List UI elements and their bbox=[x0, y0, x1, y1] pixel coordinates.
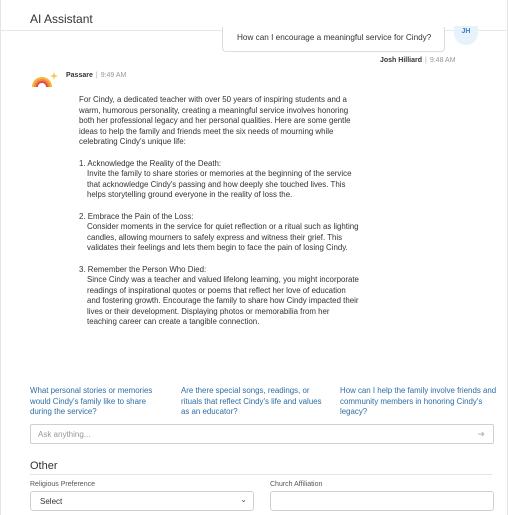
assistant-intro-paragraph: For Cindy, a dedicated teacher with over 50 years of inspiring students and a warm, humorous personality, creating a meaningful service involves honoring both her professional legacy and her personal qualities. Here are some gentle ideas to help the family and friends meet the six needs of mourning while celebrating Cindy's unique life: bbox=[79, 95, 351, 147]
user-message-bubble bbox=[222, 27, 445, 52]
assistant-message-time: 9:49 AM bbox=[100, 72, 127, 79]
passare-logo-icon bbox=[30, 70, 60, 88]
ask-input-placeholder: Ask anything... bbox=[38, 430, 91, 439]
mourning-need-heading: 3. Remember the Person Who Died: bbox=[79, 264, 207, 274]
mourning-need-body: Invite the family to share stories or memories at the beginning of the service that acknowledge Cindy's passing and how deeply she touched lives. This helps storytelling ground everyone in the reality of loss the. bbox=[87, 169, 352, 200]
religious-preference-value: Select bbox=[40, 497, 63, 506]
meta-separator: | bbox=[95, 72, 98, 79]
arrow-right-icon[interactable]: ➜ bbox=[477, 429, 485, 439]
assistant-name: Passare bbox=[66, 72, 93, 79]
mourning-need-heading: 2. Embrace the Pain of the Loss: bbox=[79, 211, 194, 221]
section-divider bbox=[30, 474, 492, 475]
avatar: JH bbox=[454, 26, 478, 45]
user-message-text: How can I encourage a meaningful service for Cindy? bbox=[237, 33, 432, 42]
mourning-need-body: Since Cindy was a teacher and valued lifelong learning, you might incorporate readings of inspirational quotes or poems that reflect her love of education and fostering growth. Encourage the family to share how Cindy impacted their lives or their development. Displaying photos or memorabilia from her teaching career can create a tangible connection. bbox=[87, 275, 359, 327]
religious-preference-select[interactable] bbox=[30, 491, 254, 511]
mourning-need-item bbox=[79, 212, 359, 254]
assistant-message-body bbox=[79, 95, 359, 328]
user-message-time: 9:48 AM bbox=[429, 57, 456, 64]
section-title-other: Other bbox=[30, 460, 58, 472]
assistant-message-meta bbox=[66, 72, 126, 79]
mourning-need-item bbox=[79, 265, 359, 329]
church-affiliation-label: Church Affiliation bbox=[270, 481, 323, 488]
panel-left-border bbox=[0, 0, 1, 515]
mourning-need-item bbox=[79, 159, 359, 201]
religious-preference-label: Religious Preference bbox=[30, 481, 95, 488]
chevron-down-icon: ⌄ bbox=[240, 495, 247, 504]
mourning-need-heading: 1. Acknowledge the Reality of the Death: bbox=[79, 158, 222, 168]
assistant-title: AI Assistant bbox=[30, 12, 93, 26]
church-affiliation-input[interactable] bbox=[270, 491, 494, 511]
suggested-prompt-link[interactable]: Are there special songs, readings, or rituals that reflect Cindy's life and values as an educator? bbox=[181, 386, 322, 417]
ask-input[interactable] bbox=[30, 424, 494, 444]
suggested-prompt-link[interactable]: What personal stories or memories would Cindy's family like to share during the service? bbox=[30, 386, 153, 417]
meta-separator: | bbox=[425, 57, 427, 64]
mourning-need-body: Consider moments in the service for quiet reflection or a ritual such as lighting candles, allowing mourners to safely express and witness their grief. This validates their feelings and lets them begin to face the pain of losing Cindy. bbox=[87, 222, 359, 253]
user-message-meta bbox=[380, 57, 456, 64]
user-name: Josh Hilliard bbox=[380, 57, 423, 64]
suggested-prompt-link[interactable]: How can I help the family involve friends and community members in honoring Cindy's legacy? bbox=[340, 386, 497, 417]
